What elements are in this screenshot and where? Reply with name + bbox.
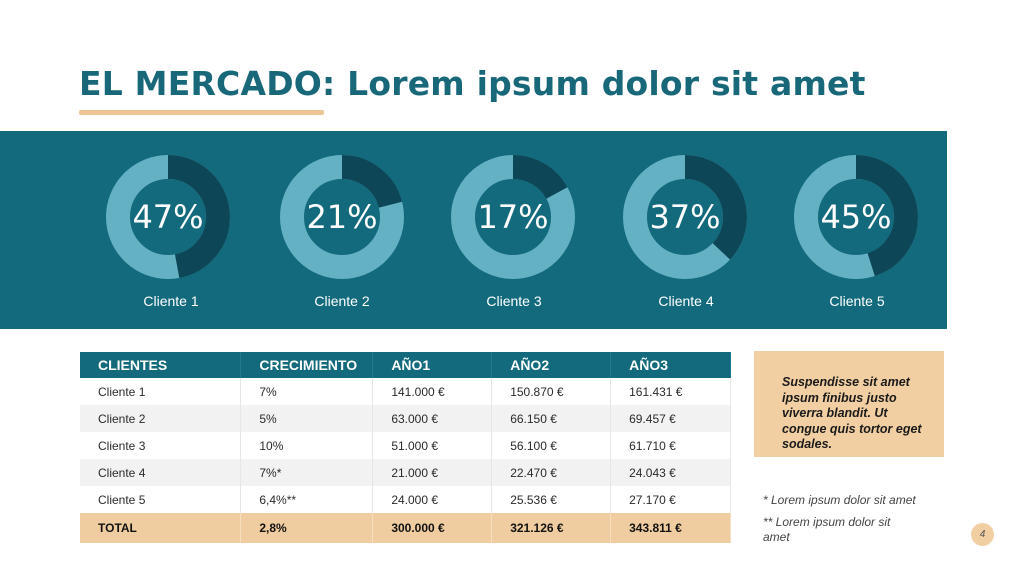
table-row [80, 486, 731, 513]
header-clientes: CLIENTES [80, 352, 241, 378]
total-cell: 2,8% [241, 513, 373, 543]
header-ano1: AÑO1 [373, 352, 492, 378]
table-row [80, 405, 731, 432]
table-cell: 150.870 € [492, 378, 611, 405]
total-cell: TOTAL [80, 513, 241, 543]
table-row [80, 432, 731, 459]
total-cell: 343.811 € [611, 513, 731, 543]
client-label-3: Cliente 3 [486, 293, 542, 309]
header-ano2: AÑO2 [492, 352, 611, 378]
table-cell: 24.000 € [373, 486, 492, 513]
title-underline [79, 110, 324, 115]
table-row [80, 459, 731, 486]
client-label-4: Cliente 4 [658, 293, 714, 309]
table-cell: 24.043 € [611, 459, 731, 486]
table-cell: 10% [241, 432, 373, 459]
donut-chart-5 [794, 155, 918, 279]
total-cell: 321.126 € [492, 513, 611, 543]
table-cell: 6,4%** [241, 486, 373, 513]
table-total-row [80, 513, 731, 543]
table-cell: 161.431 € [611, 378, 731, 405]
footnote-2: ** Lorem ipsum dolor sit amet [763, 515, 891, 544]
donut-label-4: 37% [649, 198, 721, 236]
donut-chart-1 [106, 155, 230, 279]
table-cell: 21.000 € [373, 459, 492, 486]
note-text: Suspendisse sit amet ipsum finibus justo viverra blandit. Ut congue quis tortor eget sodales. [782, 375, 922, 451]
table-cell: Cliente 1 [80, 378, 241, 405]
table-cell: 5% [241, 405, 373, 432]
donut-chart-3 [451, 155, 575, 279]
note-box [754, 351, 944, 457]
donut-label-2: 21% [306, 198, 378, 236]
table-cell: 7%* [241, 459, 373, 486]
header-crecimiento: CRECIMIENTO [241, 352, 373, 378]
table-cell: 63.000 € [373, 405, 492, 432]
table-cell: Cliente 5 [80, 486, 241, 513]
table-cell: 7% [241, 378, 373, 405]
donut-chart-4 [623, 155, 747, 279]
table-cell: 61.710 € [611, 432, 731, 459]
table-cell: 25.536 € [492, 486, 611, 513]
total-cell: 300.000 € [373, 513, 492, 543]
table-cell: 66.150 € [492, 405, 611, 432]
donut-label-5: 45% [820, 198, 892, 236]
donut-chart-2 [280, 155, 404, 279]
donut-label-3: 17% [477, 198, 549, 236]
table-cell: 141.000 € [373, 378, 492, 405]
table-row [80, 378, 731, 405]
table-cell: 51.000 € [373, 432, 492, 459]
slide-title: EL MERCADO: Lorem ipsum dolor sit amet [79, 64, 866, 103]
table-cell: Cliente 4 [80, 459, 241, 486]
table-cell: Cliente 3 [80, 432, 241, 459]
footnote-1: * Lorem ipsum dolor sit amet [763, 493, 916, 507]
client-label-1: Cliente 1 [143, 293, 199, 309]
table-cell: Cliente 2 [80, 405, 241, 432]
client-label-2: Cliente 2 [314, 293, 370, 309]
donut-label-1: 47% [132, 198, 204, 236]
table-header-row [80, 352, 731, 378]
table-cell: 22.470 € [492, 459, 611, 486]
clients-table [80, 352, 731, 543]
table-cell: 56.100 € [492, 432, 611, 459]
page-number: 4 [971, 523, 994, 546]
header-ano3: AÑO3 [611, 352, 731, 378]
donut-chart-band [0, 131, 947, 329]
table-cell: 27.170 € [611, 486, 731, 513]
client-label-5: Cliente 5 [829, 293, 885, 309]
table-cell: 69.457 € [611, 405, 731, 432]
